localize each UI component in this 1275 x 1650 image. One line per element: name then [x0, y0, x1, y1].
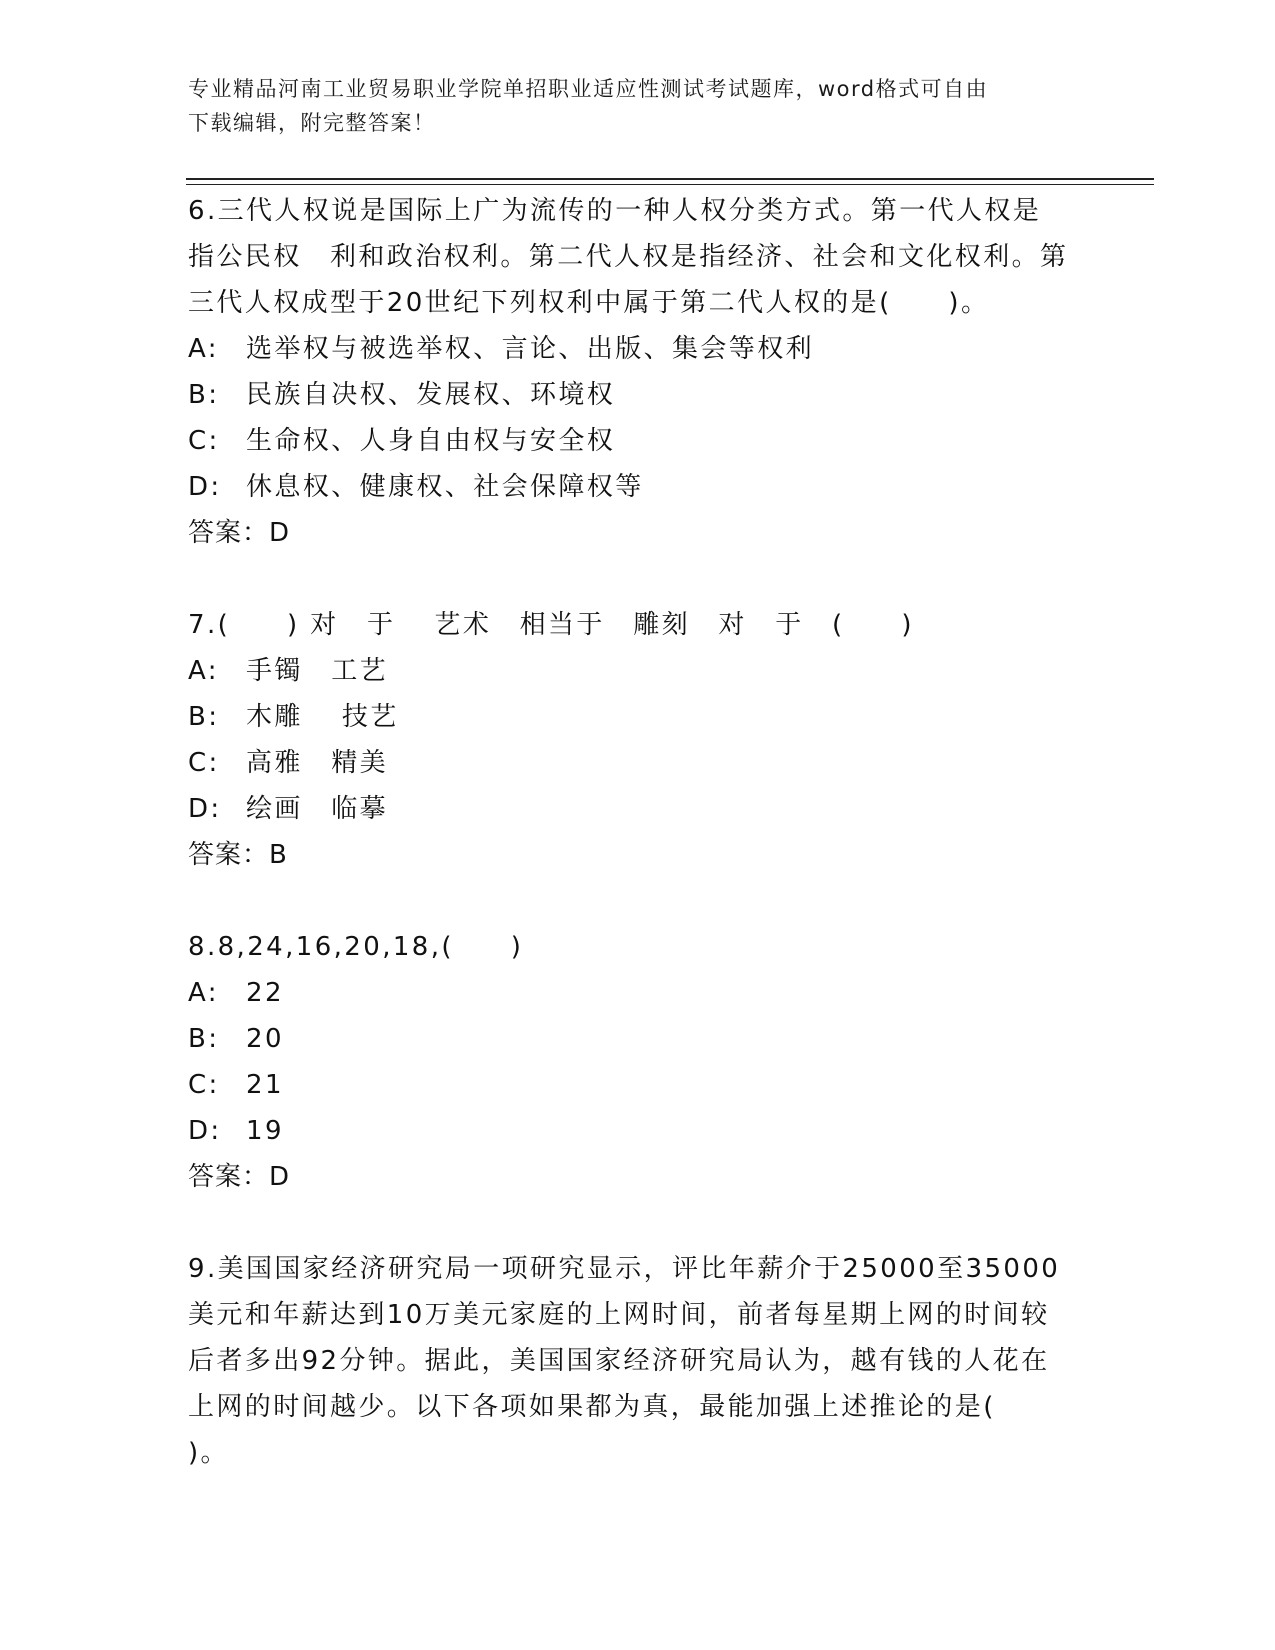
option-a — [188, 326, 1088, 372]
option-text: 民族自决权、发展权、环境权 — [246, 380, 616, 410]
question-stem-line: 8.8,24,16,20,18,( ) — [188, 932, 524, 962]
question-stem-line: )。 — [188, 1438, 229, 1468]
option-b — [188, 694, 1088, 740]
option-text: 19 — [246, 1116, 284, 1146]
option-key: B: — [188, 380, 220, 410]
question-stem-line: 6.三代人权说是国际上广为流传的一种人权分类方式。第一代人权是 — [188, 196, 1042, 226]
option-a — [188, 648, 1088, 694]
option-text: 木雕 技艺 — [246, 702, 399, 732]
option-key: D: — [188, 794, 222, 824]
option-key: B: — [188, 702, 220, 732]
option-text: 21 — [246, 1070, 284, 1100]
option-text: 选举权与被选举权、言论、出版、集会等权利 — [246, 334, 815, 364]
option-b — [188, 1016, 1088, 1062]
option-b — [188, 372, 1088, 418]
option-key: A: — [188, 334, 219, 364]
option-key: A: — [188, 656, 219, 686]
option-text: 生命权、人身自由权与安全权 — [246, 426, 616, 456]
option-text: 高雅 精美 — [246, 748, 389, 778]
option-a — [188, 970, 1088, 1016]
question-8 — [188, 924, 1088, 1200]
answer-line: 答案：D — [188, 1162, 291, 1192]
option-key: C: — [188, 748, 220, 778]
option-c — [188, 740, 1088, 786]
question-list — [188, 188, 1088, 1476]
question-9 — [188, 1246, 1088, 1476]
header-rule-thin — [186, 184, 1154, 185]
question-stem-line: 7.( ) 对 于 艺术 相当于 雕刻 对 于 ( ) — [188, 610, 914, 640]
option-d — [188, 786, 1088, 832]
option-key: B: — [188, 1024, 220, 1054]
option-d — [188, 1108, 1088, 1154]
header-line-2: 下载编辑，附完整答案！ — [188, 111, 436, 135]
answer-line: 答案：D — [188, 518, 291, 548]
option-key: D: — [188, 472, 222, 502]
question-stem-line: 后者多出92分钟。据此，美国国家经济研究局认为，越有钱的人花在 — [188, 1346, 1050, 1376]
question-spacer — [188, 878, 1088, 924]
document-header — [188, 72, 1068, 140]
question-spacer — [188, 1200, 1088, 1246]
question-spacer — [188, 556, 1088, 602]
question-stem-line: 指公民权 利和政治权利。第二代人权是指经济、社会和文化权利。第 — [188, 242, 1069, 272]
question-stem-line: 9.美国国家经济研究局一项研究显示，评比年薪介于25000至35000 — [188, 1254, 1061, 1284]
answer-line: 答案：B — [188, 840, 288, 870]
option-text: 休息权、健康权、社会保障权等 — [246, 472, 644, 502]
option-text: 20 — [246, 1024, 284, 1054]
header-rule-thick — [186, 178, 1154, 180]
question-6 — [188, 188, 1088, 556]
option-key: C: — [188, 1070, 220, 1100]
question-stem-line: 上网的时间越少。以下各项如果都为真，最能加强上述推论的是( — [188, 1392, 996, 1422]
option-text: 绘画 临摹 — [246, 794, 389, 824]
option-text: 手镯 工艺 — [246, 656, 389, 686]
option-d — [188, 464, 1088, 510]
option-c — [188, 1062, 1088, 1108]
header-line-1: 专业精品河南工业贸易职业学院单招职业适应性测试考试题库，word格式可自由 — [188, 77, 989, 101]
question-stem-line: 三代人权成型于20世纪下列权利中属于第二代人权的是( )。 — [188, 288, 990, 318]
question-stem-line: 美元和年薪达到10万美元家庭的上网时间，前者每星期上网的时间较 — [188, 1300, 1050, 1330]
option-text: 22 — [246, 978, 284, 1008]
option-key: C: — [188, 426, 220, 456]
option-key: A: — [188, 978, 219, 1008]
option-c — [188, 418, 1088, 464]
question-7 — [188, 602, 1088, 878]
option-key: D: — [188, 1116, 222, 1146]
